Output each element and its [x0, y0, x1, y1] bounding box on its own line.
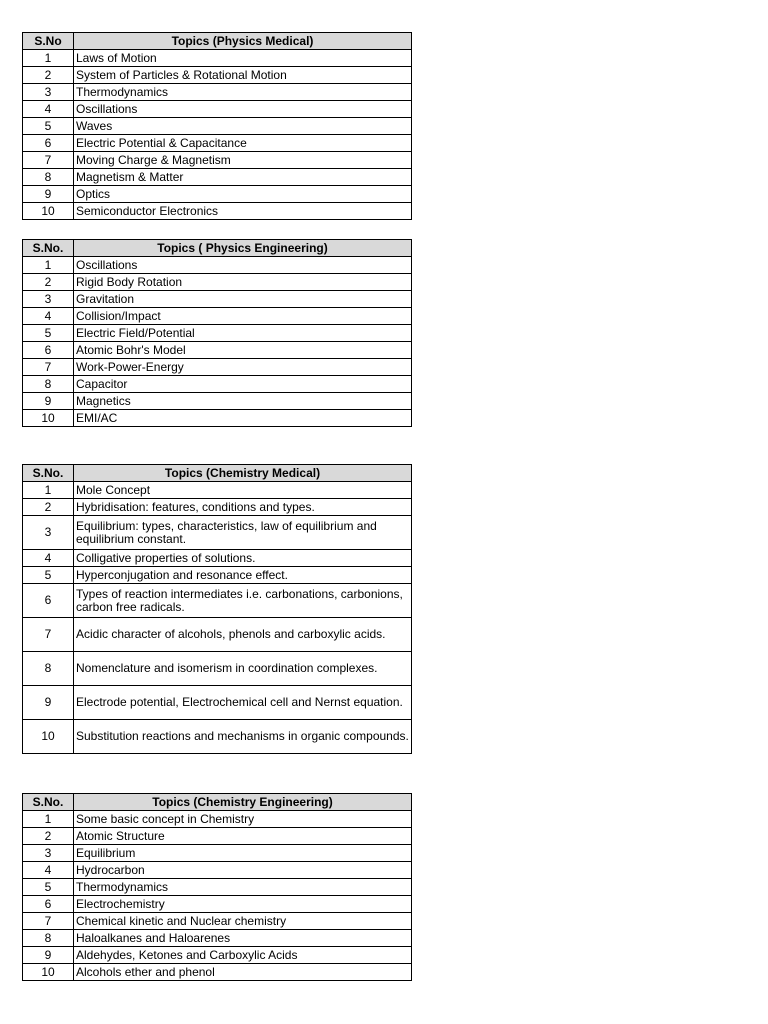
row-number: 4: [23, 101, 74, 118]
topics-header: Topics (Chemistry Engineering): [74, 794, 412, 811]
row-topic: Moving Charge & Magnetism: [74, 152, 412, 169]
table-row: [23, 896, 412, 913]
row-number: 6: [23, 896, 74, 913]
row-topic: Mole Concept: [74, 482, 412, 499]
table-row: [23, 393, 412, 410]
table-row: [23, 930, 412, 947]
table-row: [23, 964, 412, 981]
sno-header: S.No: [23, 33, 74, 50]
row-topic: Electrode potential, Electrochemical cell and Nernst equation.: [74, 686, 412, 720]
table-row: [23, 274, 412, 291]
table-row: [23, 567, 412, 584]
row-number: 3: [23, 291, 74, 308]
table-row: [23, 376, 412, 393]
row-number: 10: [23, 720, 74, 754]
row-number: 9: [23, 186, 74, 203]
table-row: [23, 550, 412, 567]
table-row: [23, 50, 412, 67]
chemistry-medical-table: [22, 464, 412, 754]
table-row: [23, 499, 412, 516]
topics-header: Topics ( Physics Engineering): [74, 240, 412, 257]
table-row: [23, 101, 412, 118]
sno-header: S.No.: [23, 794, 74, 811]
row-number: 5: [23, 118, 74, 135]
table-row: [23, 879, 412, 896]
row-topic: Hyperconjugation and resonance effect.: [74, 567, 412, 584]
row-number: 4: [23, 550, 74, 567]
row-topic: Electric Potential & Capacitance: [74, 135, 412, 152]
table-header-row: [23, 465, 412, 482]
row-topic: Thermodynamics: [74, 879, 412, 896]
row-number: 5: [23, 567, 74, 584]
table-row: [23, 720, 412, 754]
table-row: [23, 482, 412, 499]
table-row: [23, 584, 412, 618]
row-number: 1: [23, 50, 74, 67]
row-number: 10: [23, 203, 74, 220]
row-topic: Electric Field/Potential: [74, 325, 412, 342]
row-number: 7: [23, 618, 74, 652]
row-topic: Types of reaction intermediates i.e. carbonations, carbonions, carbon free radicals.: [74, 584, 412, 618]
row-topic: Nomenclature and isomerism in coordination complexes.: [74, 652, 412, 686]
row-topic: Some basic concept in Chemistry: [74, 811, 412, 828]
row-topic: Equilibrium: [74, 845, 412, 862]
row-number: 3: [23, 516, 74, 550]
table-row: [23, 862, 412, 879]
row-number: 9: [23, 947, 74, 964]
row-number: 1: [23, 257, 74, 274]
row-topic: Substitution reactions and mechanisms in organic compounds.: [74, 720, 412, 754]
table-row: [23, 359, 412, 376]
table-row: [23, 325, 412, 342]
row-topic: Thermodynamics: [74, 84, 412, 101]
row-topic: Acidic character of alcohols, phenols and carboxylic acids.: [74, 618, 412, 652]
row-number: 6: [23, 135, 74, 152]
table-row: [23, 291, 412, 308]
table-row: [23, 186, 412, 203]
table-row: [23, 203, 412, 220]
row-number: 8: [23, 376, 74, 393]
row-topic: Aldehydes, Ketones and Carboxylic Acids: [74, 947, 412, 964]
row-number: 8: [23, 169, 74, 186]
row-topic: Oscillations: [74, 257, 412, 274]
row-number: 2: [23, 499, 74, 516]
row-number: 6: [23, 584, 74, 618]
table-row: [23, 169, 412, 186]
table-row: [23, 913, 412, 930]
table-row: [23, 516, 412, 550]
row-topic: Magnetics: [74, 393, 412, 410]
sno-header: S.No.: [23, 465, 74, 482]
row-number: 7: [23, 152, 74, 169]
row-topic: Collision/Impact: [74, 308, 412, 325]
table-row: [23, 135, 412, 152]
row-number: 8: [23, 930, 74, 947]
row-number: 7: [23, 359, 74, 376]
row-topic: Waves: [74, 118, 412, 135]
table-header-row: [23, 33, 412, 50]
row-topic: Alcohols ether and phenol: [74, 964, 412, 981]
row-topic: Optics: [74, 186, 412, 203]
row-topic: Hybridisation: features, conditions and types.: [74, 499, 412, 516]
table-row: [23, 84, 412, 101]
row-topic: Oscillations: [74, 101, 412, 118]
table-row: [23, 686, 412, 720]
table-row: [23, 308, 412, 325]
table-row: [23, 618, 412, 652]
row-number: 1: [23, 482, 74, 499]
table-header-row: [23, 240, 412, 257]
table-row: [23, 257, 412, 274]
row-number: 8: [23, 652, 74, 686]
row-topic: Haloalkanes and Haloarenes: [74, 930, 412, 947]
row-number: 10: [23, 964, 74, 981]
row-number: 3: [23, 84, 74, 101]
table-row: [23, 828, 412, 845]
row-number: 9: [23, 393, 74, 410]
table-row: [23, 845, 412, 862]
row-topic: Equilibrium: types, characteristics, law of equilibrium and equilibrium constant.: [74, 516, 412, 550]
row-topic: Semiconductor Electronics: [74, 203, 412, 220]
row-number: 7: [23, 913, 74, 930]
row-number: 5: [23, 325, 74, 342]
row-topic: Hydrocarbon: [74, 862, 412, 879]
row-number: 6: [23, 342, 74, 359]
row-topic: EMI/AC: [74, 410, 412, 427]
sno-header: S.No.: [23, 240, 74, 257]
table-header-row: [23, 794, 412, 811]
row-number: 3: [23, 845, 74, 862]
table-row: [23, 652, 412, 686]
table-row: [23, 152, 412, 169]
row-number: 4: [23, 308, 74, 325]
table-row: [23, 67, 412, 84]
topics-header: Topics (Physics Medical): [74, 33, 412, 50]
row-topic: Laws of Motion: [74, 50, 412, 67]
row-topic: Chemical kinetic and Nuclear chemistry: [74, 913, 412, 930]
row-number: 2: [23, 828, 74, 845]
row-topic: Atomic Structure: [74, 828, 412, 845]
chemistry-engineering-table: [22, 793, 412, 981]
row-topic: Capacitor: [74, 376, 412, 393]
table-row: [23, 947, 412, 964]
row-topic: Rigid Body Rotation: [74, 274, 412, 291]
row-topic: Magnetism & Matter: [74, 169, 412, 186]
row-topic: Work-Power-Energy: [74, 359, 412, 376]
topics-header: Topics (Chemistry Medical): [74, 465, 412, 482]
row-number: 4: [23, 862, 74, 879]
table-row: [23, 811, 412, 828]
row-topic: System of Particles & Rotational Motion: [74, 67, 412, 84]
table-row: [23, 118, 412, 135]
row-number: 2: [23, 67, 74, 84]
physics-engineering-table: [22, 239, 412, 427]
table-row: [23, 410, 412, 427]
row-number: 9: [23, 686, 74, 720]
row-topic: Colligative properties of solutions.: [74, 550, 412, 567]
row-number: 2: [23, 274, 74, 291]
row-number: 1: [23, 811, 74, 828]
row-topic: Electrochemistry: [74, 896, 412, 913]
physics-medical-table: [22, 32, 412, 220]
table-row: [23, 342, 412, 359]
row-number: 5: [23, 879, 74, 896]
row-number: 10: [23, 410, 74, 427]
row-topic: Atomic Bohr's Model: [74, 342, 412, 359]
row-topic: Gravitation: [74, 291, 412, 308]
